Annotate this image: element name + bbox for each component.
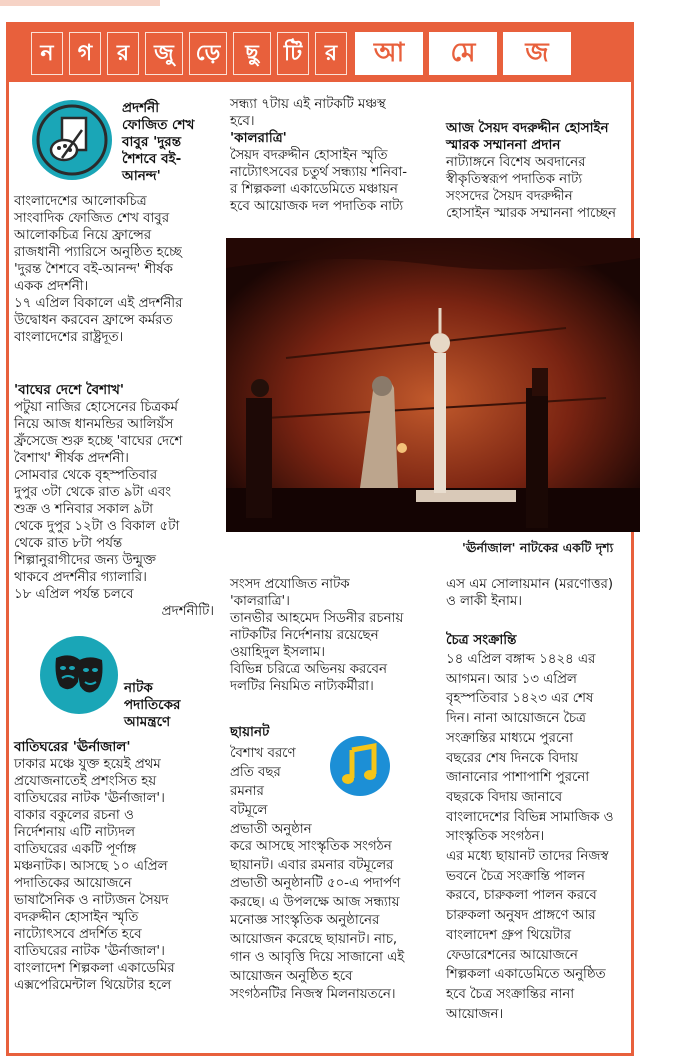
palette-icon (32, 100, 112, 180)
exhibit-heading: প্রদর্শনী ফোজিত শেখ বাবুর 'দুরন্ত শৈশবে বই- আনন্দ' (122, 100, 195, 184)
tiger-body: পটুয়া নাজির হোসেনের চিত্রকর্ম নিয়ে আজ ধানমন্ডির আলিয়ঁস ফ্রঁসেজে শুরু হচ্ছে 'বাঘের দেশে বৈশাখ' শীর্ষক প্রদর্শনী। সোমবার থেকে বৃহস্পতিবার দুপুর ৩টা থেকে রাত ৯টা এবং শুক্র ও শনিবার সকাল ৯টা থেকে দুপুর ১২টা ও বিকাল ৫টা থেকে রাত ৮টা পর্যন্ত শিল্পানুরাগীদের জন্য উন্মুক্ত থাকবে প্রদর্শনীর গ্যালারি। ১৮ এপ্রিল পর্যন্ত চলবে (14, 400, 183, 602)
award-body: নাট্যাঙ্গনে বিশেষ অবদানের স্বীকৃতিস্বরূপ পদাতিক নাট্য সংসদের সৈয়দ বদরুদ্দীন হোসাইন স্মারক সম্মাননা পাচ্ছেন (446, 155, 616, 221)
banner-letter: জু (145, 32, 183, 75)
bati-body: ঢাকার মঞ্চে যুক্ত হয়েই প্রথম প্রযোজনাতেই প্রশংসিত হয় বাতিঘরের নাটক 'ঊর্নাজাল'। বাকার বকুলের রচনা ও নির্দেশনায় এটি নাট্যদল বাতিঘরের একটি পূর্ণাঙ্গ মঞ্চনাটক। আসছে ১০ এপ্রিল পদাতিকের আয়োজনে ভাষাসৈনিক ও নাট্যজন সৈয়দ বদরুদ্দীন হোসাইন স্মৃতি নাট্যোৎসবে প্রদর্শিত হবে বাতিঘরের নাটক 'ঊর্নাজাল'। বাংলাদেশ শিল্পকলা একাডেমির এক্সপেরিমেন্টাল থিয়েটার হলে (14, 757, 175, 993)
kalratri-body: সৈয়দ বদরুদ্দীন হোসাইন স্মৃতি নাট্যোৎসবের চতুর্থ সন্ধ্যায় শনিবা- র শিল্পকলা একাডেমিতে মঞ্চায়ন হবে আয়োজক দল পদাতিক নাট্য (230, 148, 408, 214)
section-banner (9, 25, 631, 82)
banner-letter: র (107, 32, 139, 75)
drama-heading: নাটক পদাতিকের আমন্ত্রণে (124, 680, 181, 730)
banner-letter-highlight: জ (503, 32, 571, 75)
banner-letter: ছু (233, 32, 271, 75)
banner-letter: র (315, 32, 347, 75)
banner-letter: টি (277, 32, 309, 75)
award-body-cont: এস এম সোলায়মান (মরণোত্তর) ও লাকী ইনাম। (446, 577, 614, 609)
top-accent-strip (0, 0, 160, 6)
chhayanaut-heading: ছায়ানট (230, 724, 270, 740)
theatre-masks-icon (40, 636, 118, 714)
award-heading: আজ সৈয়দ বদরুদ্দীন হোসাইন স্মারক সম্মাননা প্রদান (446, 120, 609, 153)
exhibit-body: বাংলাদেশের আলোকচিত্র সাংবাদিক ফোজিত শেখ বাবুর আলোকচিত্র নিয়ে ফ্রান্সের রাজধানী প্যারিসে অনুষ্ঠিত হচ্ছে 'দুরন্ত শৈশবে বই-আনন্দ' শীর্ষক একক প্রদর্শনী। ১৭ এপ্রিল বিকালে এই প্রদর্শনীর উদ্বোধন করবেন ফ্রান্সে কর্মরত বাংলাদেশের রাষ্ট্রদূত। (14, 194, 183, 345)
chaitra-heading: চৈত্র সংক্রান্তি (446, 632, 517, 648)
tiger-body-end: প্রদর্শনীটি। (161, 604, 214, 619)
banner-letter: গ (69, 32, 101, 75)
banner-letter: ন (31, 32, 63, 75)
tiger-heading: 'বাঘের দেশে বৈশাখ' (14, 382, 125, 398)
bati-heading: বাতিঘরের 'ঊর্নাজাল' (14, 739, 131, 755)
chaitra-body: ১৪ এপ্রিল বঙ্গাব্দ ১৪২৪ এর আগমন। আর ১৩ এপ্রিল বৃহস্পতিবার ১৪২৩ এর শেষ দিন। নানা আয়োজনে চৈত্র সংক্রান্তির মাধ্যমে পুরনো বছরের শেষ দিনকে বিদায় জানানোর পাশাপাশি পুরনো বছরকে বিদায় জানাবে বাংলাদেশের বিভিন্ন সামাজিক ও সাংস্কৃতিক সংগঠন। এর মধ্যে ছায়ানট তাদের নিজস্ব ভবনে চৈত্র সংক্রান্তি পালন করবে, চারুকলা পালন করবে চারুকলা অনুষদ প্রাঙ্গণে আর বাংলাদেশ গ্রুপ থিয়েটার ফেডারেশনের আয়োজনে শিল্পকলা একাডেমিতে অনুষ্ঠিত হবে চৈত্র সংক্রান্তির নানা আয়োজন। (446, 652, 614, 1022)
banner-letter: ড়ে (189, 32, 227, 75)
play-photo (226, 238, 640, 532)
chhayanaut-poem: বৈশাখ বরণে প্রতি বছর রমনার বটমূলে প্রভাতী অনুষ্ঠান (230, 746, 312, 837)
chhayanaut-body: করে আসছে সাংস্কৃতিক সংগঠন ছায়ানট। এবার রমনার বটমূলের প্রভাতী অনুষ্ঠানটি ৫০-এ পদার্পণ করছে। এ উপলক্ষে আজ সন্ধ্যায় মনোজ্ঞ সাংস্কৃতিক অনুষ্ঠানের আয়োজন করেছে ছায়ানট। নাচ, গান ও আবৃত্তি দিয়ে সাজানো এই আয়োজন অনুষ্ঠিত হবে সংগঠনটির নিজস্ব মিলনায়তনে। (230, 839, 405, 1002)
banner-letter-highlight: মে (429, 32, 497, 75)
music-note-icon (330, 736, 390, 796)
drama-time-text: সন্ধ্যা ৭টায় এই নাটকটি মঞ্চস্থ হবে। (230, 97, 386, 129)
kalratri-body-cont: সংসদ প্রযোজিত নাটক 'কালরাত্রি'। তানভীর আহমেদ সিডনীর রচনায় নাটকটির নির্দেশনায় রয়েছেন ওয়াহিদুল ইসলাম। বিভিন্ন চরিত্রে অভিনয় করবেন দলটির নিয়মিত নাট্যকর্মীরা। (230, 577, 404, 694)
banner-letter-highlight: আ (355, 32, 423, 75)
kalratri-heading: 'কালরাত্রি' (230, 130, 287, 146)
photo-caption: 'ঊর্নাজাল' নাটকের একটি দৃশ্য (462, 540, 614, 555)
